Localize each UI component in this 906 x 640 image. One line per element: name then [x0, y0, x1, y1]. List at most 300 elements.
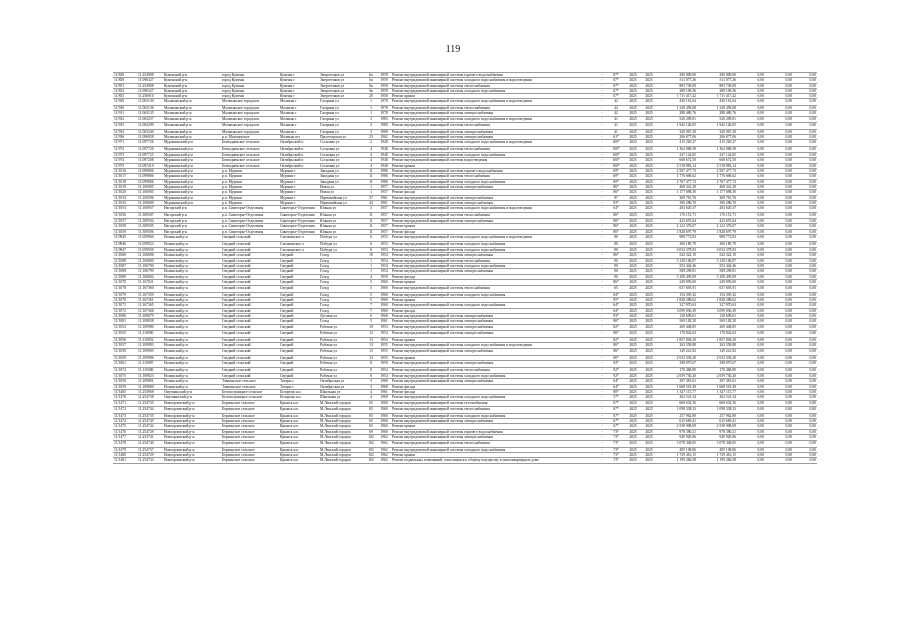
cell-settlement: Малмыжское городское: [221, 116, 279, 123]
cell-code: 11.253741: [137, 434, 163, 441]
cell-locality: Белорецк н.п.: [279, 395, 319, 400]
cell-year: 1948: [377, 158, 391, 163]
cell-street: Сосновая ул: [319, 158, 365, 163]
cell-year: 1960: [377, 429, 391, 434]
cell-area: 64*: [607, 379, 625, 384]
cell-cost2: 206 877,06: [697, 134, 737, 139]
cell-street: М.Ленский городок: [319, 453, 365, 458]
cell-area: 87*: [607, 78, 625, 83]
cell-work: Ремонт внутридомовой инженерной системы теплоснабжения: [391, 174, 597, 179]
cell-units: -: [597, 274, 607, 279]
cell-street: Энергетиков ул: [319, 78, 365, 83]
cell-street: Голод: [319, 298, 365, 303]
cell-y1: 2025: [625, 434, 641, 441]
cell-cost2: 289 109,36: [697, 88, 737, 93]
cell-z3: 0,00: [793, 158, 817, 163]
cell-code: 11.167361: [137, 298, 163, 303]
cell-work: Ремонт внутридомовой инженерной системы водоотведения: [391, 158, 597, 163]
cell-settlement: Сведкий сельский: [221, 263, 279, 268]
cell-z1: 0,00: [737, 263, 765, 268]
cell-work: Ремонт внутридомовой инженерной системы электроснабжения: [391, 324, 597, 331]
cell-settlement: Безводненское сельское: [221, 140, 279, 147]
cell-cost: 1 776 606,62: [657, 174, 697, 179]
cell-y1: 2025: [625, 94, 641, 99]
cell-y1: 2025: [625, 453, 641, 458]
cell-house: 13: [365, 337, 377, 342]
cell-year: 1960: [377, 413, 391, 418]
cell-year: 1958: [377, 94, 391, 99]
cell-year: 1960: [377, 303, 391, 308]
cell-cost2: 1 349 458,08: [697, 105, 737, 110]
cell-street: Новая ул: [319, 184, 365, 189]
cell-z3: 0,00: [793, 219, 817, 224]
cell-street: Голод: [319, 308, 365, 313]
cell-z3: 0,00: [793, 195, 817, 200]
cell-work: Ремонт крыши: [391, 224, 597, 229]
cell-id: 11/1058: [113, 379, 137, 384]
cell-y1: 2025: [625, 407, 641, 414]
cell-y2: 2025: [641, 146, 657, 153]
cell-units: -: [597, 229, 607, 234]
cell-id: 11/1059: [113, 355, 137, 360]
cell-z2: 0,00: [765, 324, 793, 331]
cell-code: 11.063209: [137, 123, 163, 130]
cell-y2: 2025: [641, 174, 657, 179]
cell-cost2: 138 609,01: [697, 314, 737, 319]
cell-area: 83*: [607, 314, 625, 319]
cell-code: 11.099806: [137, 179, 163, 184]
cell-z2: 0,00: [765, 158, 793, 163]
cell-id: 11/1089: [113, 274, 137, 279]
cell-z3: 0,00: [793, 200, 817, 205]
cell-district: Мурашинский р-н: [163, 184, 221, 189]
cell-units: -: [597, 174, 607, 179]
cell-area: 86*: [607, 319, 625, 324]
cell-code: 11.059923: [137, 241, 163, 248]
cell-cost: 542 322,19: [657, 253, 697, 258]
cell-work: Ремонт крыши: [391, 163, 597, 168]
cell-cost2: 2 122 376,07: [697, 224, 737, 229]
cell-street: М.Ленский городок: [319, 413, 365, 418]
cell-settlement: р.п. Синегорье-Отделения: [221, 229, 279, 234]
cell-y2: 2025: [641, 219, 657, 224]
cell-code: 11.063257: [137, 116, 163, 123]
cell-id: 11/1053: [113, 206, 137, 213]
cell-id: 11/1055: [113, 331, 137, 338]
cell-y2: 2025: [641, 94, 657, 99]
cell-locality: Октябрьский п: [279, 140, 319, 147]
cell-house: 10: [365, 253, 377, 258]
cell-cost2: 1 828 288,62: [697, 298, 737, 303]
cell-area: 64*: [607, 303, 625, 308]
cell-work: Ремонт внутридомовой инженерной системы теплоснабжения: [391, 83, 597, 88]
cell-z2: 0,00: [765, 190, 793, 195]
cell-z1: 0,00: [737, 163, 765, 168]
cell-district: Нолинский р-н: [163, 298, 221, 303]
cell-id: 11/934: [113, 129, 137, 134]
cell-year: 1955: [377, 349, 391, 356]
cell-work: Ремонт крыши: [391, 94, 597, 99]
cell-house: 1: [365, 105, 377, 110]
cell-settlement: Берлинское сельское: [221, 418, 279, 423]
cell-z3: 0,00: [793, 331, 817, 338]
cell-id: 11/1087: [113, 263, 137, 268]
cell-locality: Малмыж г: [279, 129, 319, 134]
cell-id: 11/1058: [113, 224, 137, 229]
cell-y2: 2025: [641, 384, 657, 389]
cell-district: Мурашинский р-н: [163, 146, 221, 153]
cell-z1: 0,00: [737, 123, 765, 130]
cell-z3: 0,00: [793, 83, 817, 88]
cell-year: 1962: [377, 434, 391, 441]
cell-cost: 263 558,88: [657, 342, 697, 349]
cell-cost2: 154 395,32: [697, 292, 737, 297]
cell-settlement: Белохолуницкое сельское: [221, 390, 279, 395]
cell-units: -: [597, 441, 607, 448]
cell-code: 11.253968: [137, 390, 163, 395]
cell-y2: 2025: [641, 263, 657, 268]
cell-z3: 0,00: [793, 303, 817, 308]
cell-street: Голод: [319, 292, 365, 297]
cell-units: -: [597, 258, 607, 263]
cell-locality: Малмыж г: [279, 111, 319, 116]
cell-work: Ремонт внутридомовой инженерной системы горячего водоснабжения: [391, 429, 597, 434]
cell-cost2: 290 000,00: [697, 73, 737, 78]
cell-z1: 0,00: [737, 169, 765, 174]
cell-z2: 0,00: [765, 153, 793, 158]
cell-year: 1954: [377, 331, 391, 338]
cell-units: -: [597, 116, 607, 123]
cell-district: Нолинский р-н: [163, 286, 221, 293]
table-body: [113, 73, 817, 464]
cell-z2: 0,00: [765, 361, 793, 368]
cell-id: 11/1068: [113, 253, 137, 258]
cell-y2: 2025: [641, 248, 657, 253]
cell-y2: 2025: [641, 123, 657, 130]
cell-cost2: 262 541,34: [697, 395, 737, 400]
cell-units: -: [597, 206, 607, 213]
cell-house: 11: [365, 174, 377, 179]
cell-district: Нолинский р-н: [163, 303, 221, 308]
cell-work: Ремонт внутридомовой инженерной системы холодного водоснабжения и водоотведения: [391, 342, 597, 349]
cell-units: -: [597, 140, 607, 147]
cell-district: Нолинский р-н: [163, 258, 221, 263]
cell-z1: 0,00: [737, 355, 765, 360]
cell-settlement: Берлинское сельское: [221, 453, 279, 458]
cell-house: 102: [365, 447, 377, 452]
cell-z1: 0,00: [737, 429, 765, 434]
cell-area: 67*: [607, 424, 625, 429]
cell-district: Нагорский р-н: [163, 219, 221, 224]
cell-z1: 0,00: [737, 319, 765, 324]
cell-cost2: 297 381,61: [697, 379, 737, 384]
cell-cost2: 2 518 883,14: [697, 163, 737, 168]
cell-units: -: [597, 367, 607, 374]
cell-y1: 2025: [625, 413, 641, 418]
cell-settlement: Сведкий сельский: [221, 355, 279, 360]
cell-area: 100*: [607, 140, 625, 147]
cell-code: 11.059930: [137, 248, 163, 253]
cell-code: 11.109983: [137, 342, 163, 349]
cell-cost2: 511 077,26: [697, 78, 737, 83]
cell-code: 11.167366: [137, 308, 163, 313]
cell-cost2: 668 672,50: [697, 158, 737, 163]
cell-locality: Кумены г: [279, 88, 319, 93]
cell-y1: 2025: [625, 248, 641, 253]
cell-y2: 2025: [641, 355, 657, 360]
cell-cost: 2 518 883,14: [657, 163, 697, 168]
cell-z2: 0,00: [765, 212, 793, 219]
cell-id: 11/1075: [113, 374, 137, 379]
cell-cost: 3 099 036,39: [657, 308, 697, 313]
cell-street: М.Ленский городок: [319, 400, 365, 407]
cell-y1: 2025: [625, 258, 641, 263]
cell-cost: 1 199 266,58: [657, 458, 697, 463]
cell-y2: 2025: [641, 258, 657, 263]
cell-district: Нолинский р-н: [163, 292, 221, 297]
cell-street: Рабочая ул: [319, 342, 365, 349]
cell-code: 11.096327: [137, 88, 163, 93]
cell-house: 8: [365, 361, 377, 368]
cell-y2: 2025: [641, 308, 657, 313]
cell-y2: 2025: [641, 158, 657, 163]
cell-locality: Мураши г: [279, 174, 319, 179]
cell-locality: Съезжинское п: [279, 235, 319, 242]
cell-work: Ремонт внутридомовой инженерной системы холодного водоснабжения: [391, 263, 597, 268]
cell-cost2: 369 761,76: [697, 195, 737, 200]
cell-cost: 2 059 730,20: [657, 374, 697, 379]
cell-year: 1983: [377, 116, 391, 123]
cell-units: -: [597, 361, 607, 368]
cell-cost2: 1 857 094,29: [697, 337, 737, 342]
cell-id: 11/932: [113, 116, 137, 123]
cell-y1: 2025: [625, 206, 641, 213]
cell-year: 1969: [377, 395, 391, 400]
cell-y1: 2025: [625, 441, 641, 448]
cell-work: Ремонт внутридомовой инженерной системы электроснабжения: [391, 134, 597, 139]
cell-work: Ремонт крыши: [391, 453, 597, 458]
cell-z2: 0,00: [765, 286, 793, 293]
cell-y2: 2025: [641, 395, 657, 400]
cell-z3: 0,00: [793, 274, 817, 279]
cell-street: М.Ленский городок: [319, 447, 365, 452]
cell-z2: 0,00: [765, 429, 793, 434]
cell-area: 73*: [607, 434, 625, 441]
cell-y2: 2025: [641, 286, 657, 293]
cell-y1: 2025: [625, 342, 641, 349]
cell-y1: 2025: [625, 212, 641, 219]
cell-street: Пролетарская ул: [319, 134, 365, 139]
cell-locality: Крымск н.п: [279, 407, 319, 414]
cell-y1: 2025: [625, 174, 641, 179]
cell-house: 2: [365, 140, 377, 147]
cell-locality: Сведкий: [279, 331, 319, 338]
cell-z1: 0,00: [737, 298, 765, 303]
cell-year: 1961: [377, 390, 391, 395]
cell-y1: 2025: [625, 337, 641, 342]
cell-work: Ремонт внутридомовой инженерной системы электроснабжения: [391, 434, 597, 441]
cell-z1: 0,00: [737, 274, 765, 279]
cell-code: 11.309505: [137, 224, 163, 229]
cell-work: Ремонт внутридомовой инженерной системы электроснабжения: [391, 379, 597, 384]
cell-work: Ремонт крыши: [391, 279, 597, 286]
cell-units: -: [597, 83, 607, 88]
cell-z3: 0,00: [793, 395, 817, 400]
cell-cost: 657 693,91: [657, 286, 697, 293]
cell-district: Нагорский р-н: [163, 224, 221, 229]
cell-y2: 2025: [641, 429, 657, 434]
cell-area: 84*: [607, 292, 625, 297]
cell-locality: Сведкий: [279, 342, 319, 349]
cell-z1: 0,00: [737, 99, 765, 106]
cell-z2: 0,00: [765, 179, 793, 184]
cell-work: Ремонт внутридомовой инженерной системы холодного водоснабжения и водоотведения: [391, 140, 597, 147]
cell-work: Ремонт внутридомовой инженерной системы холодного водоснабжения: [391, 395, 597, 400]
cell-code: 11.109800: [137, 384, 163, 389]
cell-locality: Татары с: [279, 379, 319, 384]
cell-district: Нолинский р-н: [163, 331, 221, 338]
cell-units: -: [597, 303, 607, 308]
cell-z1: 0,00: [737, 361, 765, 368]
cell-z1: 0,00: [737, 434, 765, 441]
cell-house: 1: [365, 99, 377, 106]
cell-cost2: 249 859,60: [697, 279, 737, 286]
cell-z1: 0,00: [737, 200, 765, 205]
cell-house: 7: [365, 303, 377, 308]
cell-z3: 0,00: [793, 235, 817, 242]
cell-settlement: Малмыжское городское: [221, 123, 279, 130]
cell-units: -: [597, 269, 607, 274]
cell-z1: 0,00: [737, 308, 765, 313]
cell-y2: 2025: [641, 407, 657, 414]
cell-id: 11/972: [113, 146, 137, 153]
cell-locality: Белорецк н.п.: [279, 390, 319, 395]
cell-code: 11.100596: [137, 195, 163, 200]
cell-district: Нолинский р-н: [163, 379, 221, 384]
cell-area: 67*: [607, 413, 625, 418]
cell-z2: 0,00: [765, 292, 793, 297]
cell-id: 11/973: [113, 153, 137, 158]
cell-house: 23: [365, 134, 377, 139]
cell-id: 11/1074: [113, 367, 137, 374]
cell-y2: 2025: [641, 324, 657, 331]
cell-z3: 0,00: [793, 314, 817, 319]
cell-area: 100*: [607, 163, 625, 168]
cell-district: Куменский р-н: [163, 78, 221, 83]
cell-z1: 0,00: [737, 195, 765, 200]
cell-units: -: [597, 324, 607, 331]
cell-z2: 0,00: [765, 140, 793, 147]
cell-id: 11/1078: [113, 286, 137, 293]
cell-house: 3: [365, 384, 377, 389]
cell-locality: Октябрьский п: [279, 158, 319, 163]
cell-y2: 2025: [641, 337, 657, 342]
cell-district: Нолинский р-н: [163, 374, 221, 379]
cell-street: М.Ленский городок: [319, 418, 365, 423]
cell-work: Ремонт внутридомовой инженерной системы холодного водоснабжения: [391, 153, 597, 158]
cell-code: 11.254742: [137, 424, 163, 429]
cell-year: 1960: [377, 407, 391, 414]
cell-units: -: [597, 407, 607, 414]
cell-year: 1986: [377, 169, 391, 174]
cell-code: 11.100085: [137, 184, 163, 189]
cell-z3: 0,00: [793, 429, 817, 434]
cell-street: Южная ул: [319, 219, 365, 224]
cell-area: 85*: [607, 298, 625, 303]
cell-settlement: Сведкий сельский: [221, 303, 279, 308]
cell-y1: 2025: [625, 134, 641, 139]
cell-y1: 2025: [625, 99, 641, 106]
cell-id: 11/933: [113, 123, 137, 130]
cell-units: -: [597, 308, 607, 313]
cell-district: Малмыжский р-н: [163, 111, 221, 116]
cell-area: 42: [607, 105, 625, 110]
cell-code: 11.309506: [137, 229, 163, 234]
cell-year: 1959: [377, 73, 391, 78]
cell-y2: 2025: [641, 361, 657, 368]
cell-code: 11.109980: [137, 324, 163, 331]
cell-cost2: 978 380,21: [697, 429, 737, 434]
cell-area: 88*: [607, 390, 625, 395]
cell-y2: 2025: [641, 116, 657, 123]
cell-z2: 0,00: [765, 206, 793, 213]
cell-z2: 0,00: [765, 83, 793, 88]
cell-area: 90: [607, 258, 625, 263]
cell-year: 1978: [377, 99, 391, 106]
cell-units: -: [597, 195, 607, 200]
cell-street: Рабочая ул: [319, 367, 365, 374]
cell-locality: Крымск н.п: [279, 441, 319, 448]
cell-units: -: [597, 424, 607, 429]
cell-cost: 149 241,82: [657, 349, 697, 356]
cell-cost: 615 669,41: [657, 418, 697, 423]
cell-district: Новоорловский р-н: [163, 424, 221, 429]
cell-y2: 2025: [641, 212, 657, 219]
cell-z3: 0,00: [793, 105, 817, 110]
cell-z3: 0,00: [793, 441, 817, 448]
cell-area: 69*: [607, 179, 625, 184]
cell-work: Ремонт внутридомовой инженерной системы холодного водоснабжения: [391, 241, 597, 248]
cell-z1: 0,00: [737, 324, 765, 331]
cell-settlement: Берлинское сельское: [221, 424, 279, 429]
cell-street: Энергетиков ул: [319, 83, 365, 88]
cell-district: Новоорловский р-н: [163, 441, 221, 448]
cell-street: Победы ул: [319, 248, 365, 253]
cell-settlement: Сведкий сельский: [221, 324, 279, 331]
cell-work: Ремонт внутридомовой инженерной системы электроснабжения: [391, 418, 597, 423]
cell-year: 1954: [377, 374, 391, 379]
cell-y1: 2025: [625, 229, 641, 234]
cell-locality: Сведкий: [279, 314, 319, 319]
cell-y2: 2025: [641, 342, 657, 349]
cell-cost: 396 286,70: [657, 200, 697, 205]
cell-area: 100*: [607, 146, 625, 153]
cell-street: Голод: [319, 263, 365, 268]
cell-code: 11.097726: [137, 146, 163, 153]
cell-district: Куменский р-н: [163, 73, 221, 78]
cell-district: Нолинский р-н: [163, 384, 221, 389]
cell-street: М.Ленский городок: [319, 441, 365, 448]
cell-id: 11/0946: [113, 241, 137, 248]
cell-z1: 0,00: [737, 314, 765, 319]
cell-z2: 0,00: [765, 395, 793, 400]
cell-y2: 2025: [641, 224, 657, 229]
cell-code: 11.167360: [137, 286, 163, 293]
cell-y1: 2025: [625, 184, 641, 189]
cell-area: 67*: [607, 418, 625, 423]
cell-z1: 0,00: [737, 418, 765, 423]
cell-z2: 0,00: [765, 169, 793, 174]
